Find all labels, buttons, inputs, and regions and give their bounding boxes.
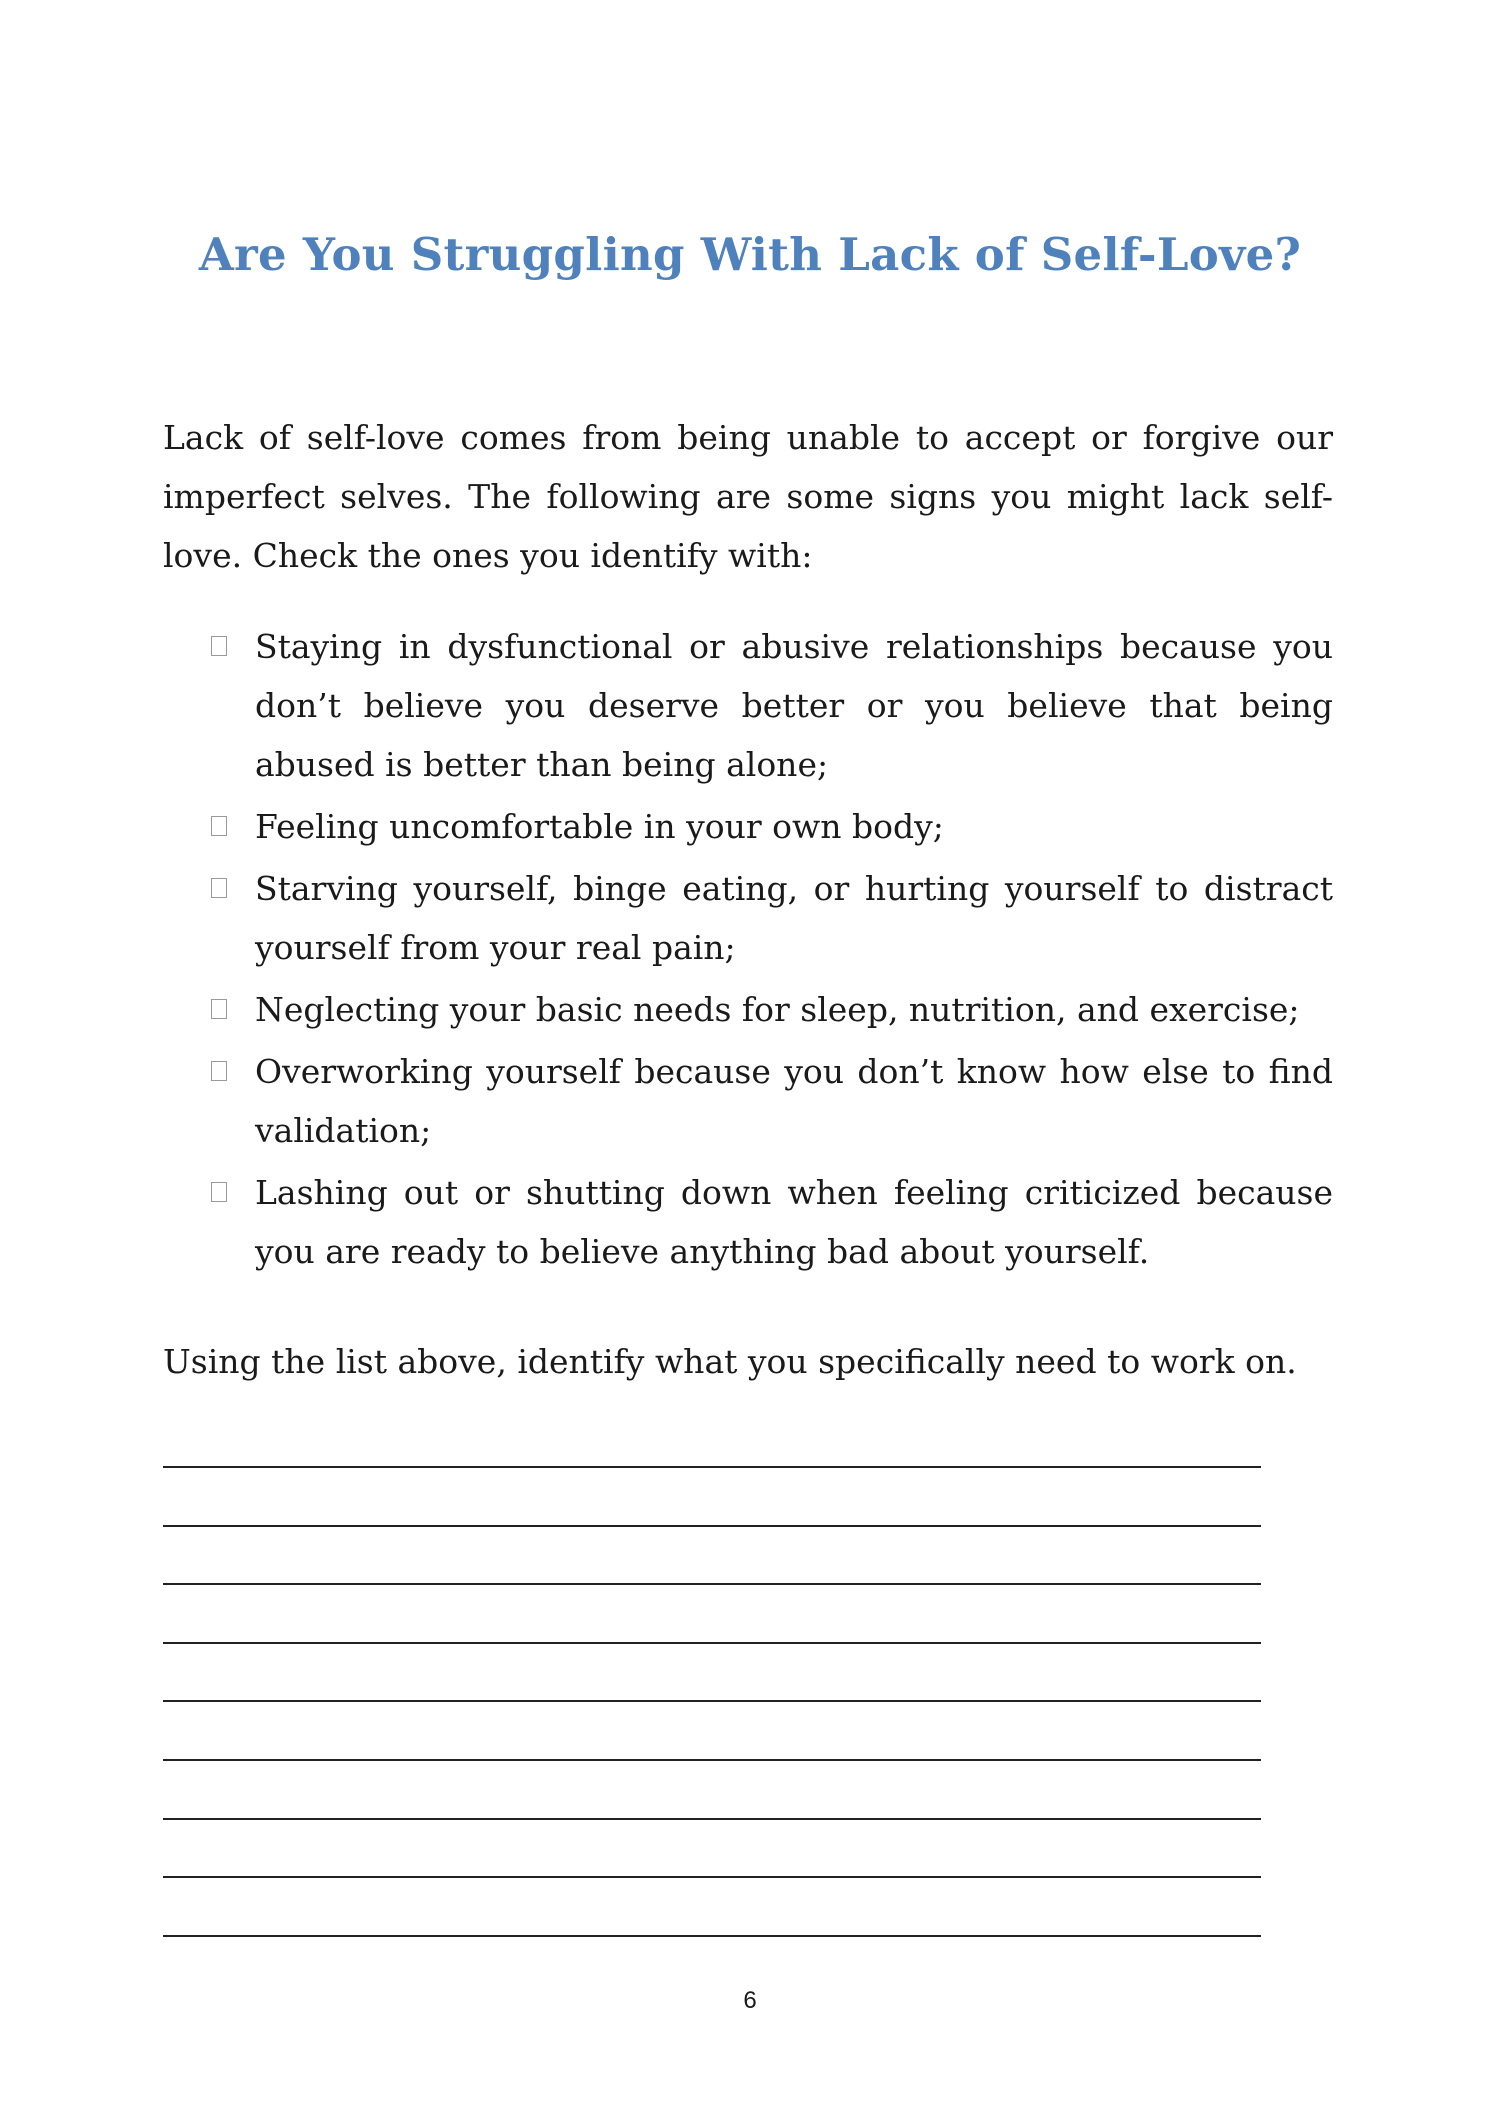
checklist-item-label: Lashing out or shutting down when feeling criticized because you are ready to believe anything bad about yourself.: [255, 1173, 1333, 1271]
checkbox-icon[interactable]: [211, 999, 227, 1019]
checklist-item[interactable]: [163, 617, 1333, 794]
checklist-item[interactable]: [163, 1042, 1333, 1160]
self-love-checklist: [163, 617, 1333, 1284]
page-title: Are You Struggling With Lack of Self-Love?: [198, 228, 1302, 282]
checkbox-icon[interactable]: [211, 1061, 227, 1081]
answer-line[interactable]: [163, 1818, 1261, 1820]
intro-paragraph: Lack of self-love comes from being unable to accept or forgive our imperfect selves. The following are some signs you might lack self-love. Check the ones you identify with:: [163, 418, 1333, 575]
checkbox-icon[interactable]: [211, 636, 227, 656]
checklist-item[interactable]: [163, 980, 1333, 1039]
checkbox-icon[interactable]: [211, 878, 227, 898]
checkbox-icon[interactable]: [211, 1182, 227, 1202]
answer-line[interactable]: [163, 1525, 1261, 1527]
answer-line[interactable]: [163, 1700, 1261, 1702]
answer-writing-area[interactable]: [163, 1466, 1261, 1993]
answer-line[interactable]: [163, 1876, 1261, 1878]
checklist-item-label: Staying in dysfunctional or abusive relationships because you don’t believe you deserve better or you believe that being abused is better than being alone;: [255, 627, 1333, 784]
answer-line[interactable]: [163, 1935, 1261, 1937]
page-number: 6: [743, 1987, 757, 2014]
answer-prompt: Using the list above, identify what you specifically need to work on.: [163, 1342, 1297, 1381]
checklist-item-label: Neglecting your basic needs for sleep, nutrition, and exercise;: [255, 990, 1300, 1029]
checklist-item-label: Feeling uncomfortable in your own body;: [255, 807, 944, 846]
answer-line[interactable]: [163, 1466, 1261, 1468]
checklist-item-label: Starving yourself, binge eating, or hurting yourself to distract yourself from your real pain;: [255, 869, 1333, 967]
checklist-item[interactable]: [163, 859, 1333, 977]
checklist-item-label: Overworking yourself because you don’t know how else to find validation;: [255, 1052, 1333, 1150]
checklist-item[interactable]: [163, 797, 1333, 856]
checkbox-icon[interactable]: [211, 816, 227, 836]
answer-line[interactable]: [163, 1642, 1261, 1644]
answer-line[interactable]: [163, 1583, 1261, 1585]
answer-line[interactable]: [163, 1759, 1261, 1761]
checklist-item[interactable]: [163, 1163, 1333, 1281]
